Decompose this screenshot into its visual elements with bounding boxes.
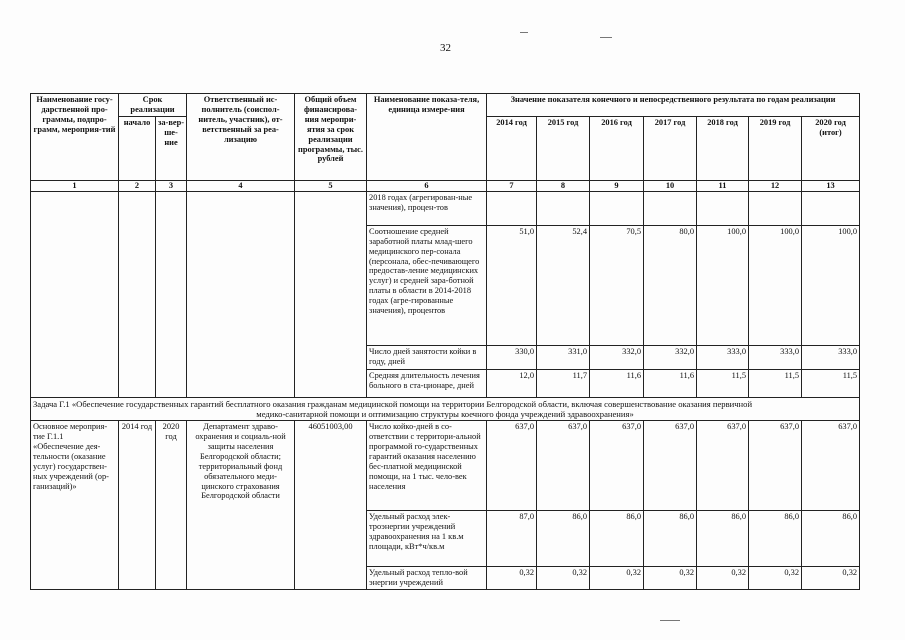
indicator-cell: Средняя длительность лечения больного в ста-ционаре, дней (367, 369, 487, 397)
table-row (31, 191, 860, 225)
value-cell: 51,0 (487, 225, 537, 345)
value-cell (537, 191, 590, 225)
value-cell: 332,0 (644, 345, 697, 369)
value-cell: 86,0 (644, 511, 697, 567)
column-number-row (31, 180, 860, 191)
value-cell: 637,0 (537, 421, 590, 511)
value-cell: 11,6 (644, 369, 697, 397)
column-number: 7 (487, 180, 537, 191)
scan-mark (600, 37, 612, 38)
scan-mark (660, 620, 680, 621)
value-cell: 100,0 (697, 225, 749, 345)
task-cell (31, 397, 860, 420)
value-cell: 80,0 (644, 225, 697, 345)
value-cell (644, 191, 697, 225)
value-cell (802, 191, 860, 225)
activity-end: 2020 год (156, 421, 187, 590)
empty-cell (187, 191, 295, 397)
value-cell: 100,0 (802, 225, 860, 345)
value-cell: 0,32 (537, 567, 590, 590)
column-number: 8 (537, 180, 590, 191)
value-cell: 0,32 (590, 567, 644, 590)
indicator-cell: 2018 годах (агрегирован-ные значения), процен-тов (367, 191, 487, 225)
empty-cell (295, 191, 367, 397)
value-cell: 86,0 (537, 511, 590, 567)
col-responsible-header: Ответственный ис-полнитель (соиспол-нитель, участник), от-ветственный за реа-лизацию (187, 94, 295, 181)
value-cell: 637,0 (697, 421, 749, 511)
col-indicator-header: Наименование показа-теля, единица измере-ния (367, 94, 487, 181)
value-cell: 100,0 (749, 225, 802, 345)
value-cell (749, 191, 802, 225)
column-number: 13 (802, 180, 860, 191)
value-cell: 333,0 (697, 345, 749, 369)
value-cell: 11,7 (537, 369, 590, 397)
value-cell: 637,0 (802, 421, 860, 511)
value-cell: 0,32 (802, 567, 860, 590)
activity-funding: 46051003,00 (295, 421, 367, 590)
year-header: 2015 год (537, 116, 590, 180)
column-number: 5 (295, 180, 367, 191)
indicator-cell: Соотношение средней заработной платы млад-шего медицинского пер-сонала (персонала, обес-печивающего предостав-ление медицинских услуг) и средней зара-ботной платы в области в 2014-2018 годах (агре-гированные значения), процентов (367, 225, 487, 345)
top-rows (31, 191, 860, 397)
value-cell: 70,5 (590, 225, 644, 345)
column-number: 1 (31, 180, 119, 191)
value-cell: 86,0 (590, 511, 644, 567)
col-values-header: Значение показателя конечного и непосредственного результата по годам реализации (487, 94, 860, 117)
indicator-cell: Удельный расход тепло-вой энергии учреждений (367, 567, 487, 590)
value-cell: 11,5 (802, 369, 860, 397)
value-cell: 637,0 (590, 421, 644, 511)
value-cell: 11,6 (590, 369, 644, 397)
column-number: 6 (367, 180, 487, 191)
column-number: 2 (119, 180, 156, 191)
indicator-cell: Число дней занятости койки в году, дней (367, 345, 487, 369)
task-text: Задача Г.1 «Обеспечение государственных гарантий бесплатного оказания гражданам медицинской помощи на территории Белгородской области, включая совершенствование оказания первичной (33, 398, 753, 409)
value-cell: 637,0 (644, 421, 697, 511)
value-cell: 333,0 (749, 345, 802, 369)
year-header: 2020 год (итог) (802, 116, 860, 180)
value-cell: 0,32 (644, 567, 697, 590)
column-number: 10 (644, 180, 697, 191)
year-header: 2017 год (644, 116, 697, 180)
value-cell: 12,0 (487, 369, 537, 397)
value-cell: 331,0 (537, 345, 590, 369)
bottom-rows (31, 421, 860, 590)
year-header: 2016 год (590, 116, 644, 180)
value-cell: 11,5 (697, 369, 749, 397)
column-number: 9 (590, 180, 644, 191)
column-number: 11 (697, 180, 749, 191)
indicators-table (30, 93, 860, 590)
col-funding-header: Общий объем финансирова-ния меропри-ятия за срок реализации программы, тыс. рублей (295, 94, 367, 181)
value-cell (590, 191, 644, 225)
task-row (31, 397, 860, 420)
value-cell: 330,0 (487, 345, 537, 369)
value-cell: 86,0 (749, 511, 802, 567)
activity-name: Основное мероприя-тие Г.1.1 «Обеспечение дея-тельности (оказание услуг) государствен-ных учреждений (ор-ганизаций)» (31, 421, 119, 590)
empty-cell (31, 191, 119, 397)
value-cell: 0,32 (487, 567, 537, 590)
value-cell (697, 191, 749, 225)
value-cell: 11,5 (749, 369, 802, 397)
column-number: 12 (749, 180, 802, 191)
value-cell: 0,32 (749, 567, 802, 590)
value-cell: 87,0 (487, 511, 537, 567)
column-number: 4 (187, 180, 295, 191)
indicator-cell: Число койко-дней в со-ответствии с территори-альной программой го-сударственных гарантий оказания населению бес-платной медицинской помощи, на 1 тыс. чело-век населения (367, 421, 487, 511)
indicator-cell: Удельный расход элек-троэнергии учреждений здравоохранения на 1 кв.м площади, кВт*ч/кв.м (367, 511, 487, 567)
year-header: 2018 год (697, 116, 749, 180)
value-cell: 86,0 (802, 511, 860, 567)
header-row-1 (31, 94, 860, 117)
table-row (31, 421, 860, 511)
page-number: 32 (440, 42, 451, 54)
activity-responsible: Департамент здраво-охранения и социаль-ной защиты населения Белгородской области; территориальный фонд обязательного меди-цинского страхования Белгородской области (187, 421, 295, 590)
empty-cell (156, 191, 187, 397)
task-text-continued: медико-санитарной помощи и оптимизацию структуры коечного фонда учреждений здравоохранения» (256, 408, 634, 419)
value-cell: 637,0 (749, 421, 802, 511)
activity-start: 2014 год (119, 421, 156, 590)
col-start-header: начало (119, 116, 156, 180)
column-number: 3 (156, 180, 187, 191)
col-period-header: Срок реализации (119, 94, 187, 117)
value-cell: 333,0 (802, 345, 860, 369)
year-header: 2019 год (749, 116, 802, 180)
empty-cell (119, 191, 156, 397)
value-cell (487, 191, 537, 225)
scan-mark (520, 32, 528, 33)
col-name-header: Наименование госу-дарственной про-граммы, подпро-грамм, мероприя-тий (31, 94, 119, 181)
value-cell: 52,4 (537, 225, 590, 345)
value-cell: 637,0 (487, 421, 537, 511)
value-cell: 86,0 (697, 511, 749, 567)
col-end-header: за-вер-ше-ние (156, 116, 187, 180)
year-header: 2014 год (487, 116, 537, 180)
value-cell: 332,0 (590, 345, 644, 369)
value-cell: 0,32 (697, 567, 749, 590)
